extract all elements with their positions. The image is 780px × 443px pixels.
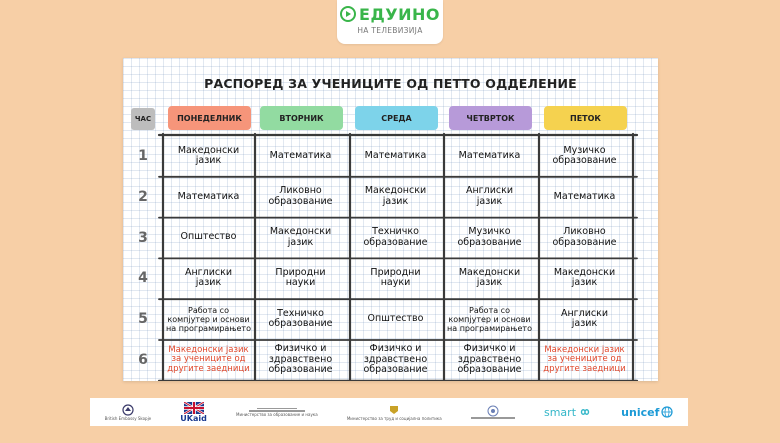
bureau-emblem-icon <box>487 405 499 417</box>
schedule-cell: Македонски јазик <box>269 226 332 248</box>
row-number: 2 <box>138 188 148 205</box>
schedule-cell: Македонски јазик за учениците од другите заедници <box>543 344 626 374</box>
ukaid-label: UKaid <box>180 413 207 423</box>
british-embassy-label: British Embassy Skopje <box>104 415 152 421</box>
schedule-cell: Природни науки <box>370 266 421 289</box>
hour-column-label: ЧАС <box>131 108 155 130</box>
schedule-cell: Музичко образование <box>457 226 522 248</box>
smart-logo <box>544 406 592 419</box>
schedule-title: РАСПОРЕД ЗА УЧЕНИЦИТЕ ОД ПЕТТО ОДДЕЛЕНИЕ <box>204 76 577 91</box>
british-embassy-logo <box>105 404 152 421</box>
row-number: 5 <box>138 311 148 328</box>
schedule-cell: Физичко и здравствено образование <box>363 343 428 376</box>
schedule-cell: Ликовно образование <box>552 226 617 248</box>
schedule-cell: Англиски јазик <box>465 185 514 207</box>
row-number: 6 <box>138 352 148 368</box>
unicef-logo <box>621 406 673 419</box>
logo-main <box>337 4 443 24</box>
sponsor-footer <box>90 398 688 426</box>
play-icon <box>340 6 356 22</box>
schedule-cell: Работа со компјутер и основи на програмирањето <box>166 305 251 333</box>
schedule-cell: Македонски јазик <box>553 266 616 289</box>
schedule-cell: Македонски јазик <box>458 266 521 289</box>
logo-text: ЕДУИНО <box>359 4 440 24</box>
day-header-wednesday: СРЕДА <box>355 106 438 130</box>
union-flag-icon <box>184 402 204 414</box>
schedule-cell: Математика <box>458 149 521 161</box>
schedule-cell: Математика <box>177 190 240 202</box>
schedule-paper <box>123 58 658 381</box>
bureau-logo <box>471 405 515 419</box>
ukaid-logo <box>180 402 207 423</box>
row-number: 1 <box>138 148 148 164</box>
ministry-education-label: Министерство за образование и наука <box>236 411 318 417</box>
unicef-label: unicef <box>621 405 660 419</box>
schedule-cell: Физичко и здравствено образование <box>457 343 522 376</box>
schedule-cell: Општество <box>367 312 424 324</box>
logo-card <box>337 0 443 44</box>
schedule-cell: Англиски јазик <box>184 266 233 289</box>
day-header-monday: ПОНЕДЕЛНИК <box>168 106 251 130</box>
schedule-cell: Математика <box>364 149 427 161</box>
schedule-cell: Англиски јазик <box>560 307 609 330</box>
schedule-cell: Работа со компјутер и основи на програмирањето <box>447 305 532 333</box>
schedule-cell: Физичко и здравствено образование <box>268 343 333 376</box>
day-header-friday: ПЕТОК <box>544 106 627 130</box>
crest-icon <box>122 404 134 416</box>
schedule-cell: Музичко образование <box>552 144 617 166</box>
schedule-cell: Техничко образование <box>268 307 333 330</box>
schedule-cell: Македонски јазик <box>177 144 240 166</box>
day-header-tuesday: ВТОРНИК <box>260 106 343 130</box>
row-number: 3 <box>138 229 148 246</box>
ministry-labor-logo <box>347 404 442 421</box>
schedule-cell: Техничко образование <box>363 226 428 248</box>
logo-subtitle: НА ТЕЛЕВИЗИЈА <box>357 26 423 35</box>
schedule-cell: Природни науки <box>275 266 326 289</box>
schedule-cell: Математика <box>269 149 332 161</box>
infinity-icon <box>578 407 592 417</box>
schedule-cell: Општество <box>180 231 237 243</box>
schedule-cell: Македонски јазик за учениците од другите заедници <box>167 344 250 374</box>
schedule-cell: Ликовно образование <box>268 185 333 207</box>
schedule-cell: Математика <box>553 190 616 202</box>
unicef-globe-icon <box>661 406 673 418</box>
ministry-education-logo <box>236 408 318 417</box>
smart-label: smart <box>543 405 577 419</box>
ministry-labor-label: Министерство за труд и социјална политика <box>346 415 442 421</box>
day-header-thursday: ЧЕТВРТОК <box>449 106 532 130</box>
coat-of-arms-icon <box>388 404 400 416</box>
schedule-cell: Македонски јазик <box>364 185 427 207</box>
row-number: 4 <box>138 270 148 287</box>
